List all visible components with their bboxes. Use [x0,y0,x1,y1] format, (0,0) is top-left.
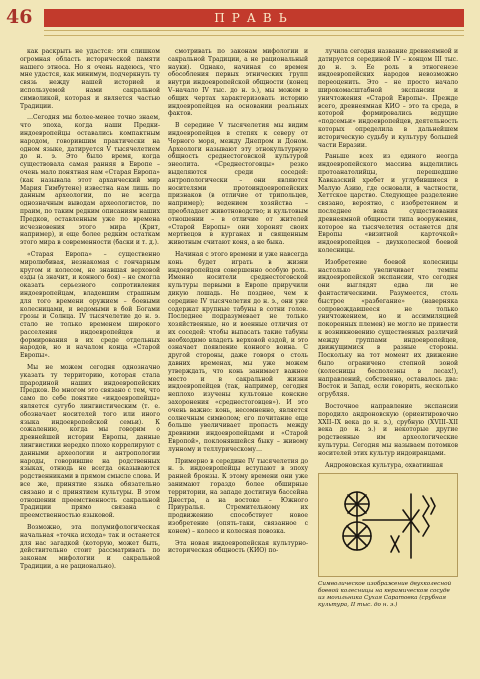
paragraph: Примерно в середине IV тысячелетия до н. э. индоевропейцы вступают в эпоху ранней бронзы. К этому времени они уже занимают гораздо более обширные территории, на западе достигнув бассейна Днестра, а на востоке – Южного Приуралья. Стремительному их продвижению способствует новое изобретение (опять-таки, связанное с конем) – колесо и колесная повозка. [168,457,308,535]
paragraph: Начиная с этого времени и уже навсегда конь будет играть в жизни индоевропейцев совершенно особую роль. Именно носители среднестоговской культуры первыми в Европе приручили дикую лошадь. Не позднее, чем к середине IV тысячелетия до н. э., они уже содержат крупные табуны в сотни голов. Последнее подразумевает не только хозяйственные, но и военные отличия от их соседей: чтобы выпасать такие табуны необходимо владеть верховой ездой, и это означает появление конного воина. С другой стороны, даже говоря о столь давних временах, мы уже можем утверждать, что конь занимает важное место и в сакральной жизни индоевропейцев (так, например, сегодня неплохо изучены культовые конские захоронения «среднестоговцев»). И это очень важно: конь, несомненно, является солнечным символом; его почитание еще больше увеличивает пропасть между древними индоевропейцами и «Старой Европой», поклонявшейся быку – живому лунному и теллурическому… [168,250,308,453]
paragraph: Андроновская культура, охватившая [325,461,444,469]
paragraph: лучила сегодня название древнеямной и датируется серединой IV – концом III тыс. до н. э. Ее роль в этногенезе индоевропейских народов невозможно переоценить. Это – не просто начало широкомасштабной экспансии и уничтожения «Старой Европы». Прежде всего, древнеямная КИО – это та среда, в которой формировались ведущие «подсемьи» индоевропейцев, деятельность которых определила в дальнейшем историческую судьбу и культуру большей части Евразии. [318,48,458,149]
paragraph: Восточное направление экспансии породило андроновскую (ориентировочно XXII–IX века до н. э.), срубную (XVIII–XII века до н. э.) и некоторые другие родственные им археологические культуры. Сегодня мы называем потомков носителей этих культур индоиранцами. [318,403,458,457]
figure-caption: Символическое изображение двухколесной боевой колесницы на керамическом сосуде из могильника Сухая Саратовка (срубная культура, II тыс. до н. э.) [318,581,452,609]
header-ornament [44,30,464,36]
paragraph: Эта новая индоевропейская культурно-историческая общность (КИО) по- [168,539,308,555]
paragraph: Раньше всех из единого неогда индоевропейского массива выделились протоанатолийцы, перешедшие Кавказский хребет и углубившиеся в Малую Азию, где основали, в частности, Хеттское царство. Следующее разделение связано, вероятно, с изобретением и последнее века существования древнеямной общности типа вооружения, которое на тысячелетия останется для Европы «визитной карточкой» индоевропейцев – двухколесной боевой колесницы. [318,153,458,254]
text-column-3 [318,48,458,668]
chariot-drawing-icon [319,474,457,576]
paragraph: В середине V тысячелетия мы видим индоевропейцев в степях к северу от Черного моря, между Днепром и Доном. Археологи называют эту этнокультурную общность среднестоговской культурой энеолита. «Среднестоговцы» резко выделяются среди соседей: антропологически – они являются носителями протоиндоевропейских признаков (в отличие от трипольцев, например); ведением хозяйства – преобладает животноводство; и культовым отношении – в отличие от жителей «Старой Европы» они хоронят своих мертвецов в курганах и священным животным считают коня, а не быка. [168,122,308,247]
paragraph: смотривать по законам мифологии и сакральной Традиции, а не рациональный науки). Однако, начиная со времен обособления первых этнических групп внутри индоевропейской общности (конец V–начало IV тыс. до н. э.), мы можем в общих чертах характеризовать историю индоевропейцев на основании реальных фактов. [168,48,308,118]
page-number: 46 [6,6,33,28]
page-header [0,0,480,38]
paragraph: Возможно, эта полумифологическая начальная «точка исхода» так и останется для нас загадкой (которую, может быть, действительно стоит рассматривать по законам мифологии и сакральной Традиции, а не рационально). [20,524,160,570]
text-column-2 [168,48,308,668]
section-title-bar [44,9,464,27]
paragraph: как раскрыть не удастся: эти слишком огромная область исторической памяти нашего этноса. Но я очень надеюсь, что мне удастся, как минимум, подчеркнуть ту связь нежду нашей историей и используемой нами сакральной символикой, которая и является частью Традиции. [20,48,160,110]
chariot-figure [318,473,458,577]
text-column-1 [20,48,160,668]
paragraph: …Сегодня мы более-менее точно знаем, что эпоха, когда наши Предки-индоевропейцы оставались компактным народом, говорившим практически на одном языке, датируется V тысячелетием до н. э. Это было время, когда существовала самая ранняя в Европе – очень мало понятная нам «Старая Европа» (как называла этот архаический мир Мария Гимбутене) известна нам лишь по данным археологии, по не всегда однозначным выводам археологистов, по праим, по таким редким описаниям наших Предков, оставленным уже по времена исчезновения этого мира (Крит, например), и еще более редким остаткам этого мира в современности (баски и т. д.). [20,114,160,247]
section-title: ПРАВЬ [214,11,294,25]
paragraph: «Старая Европа» – существенно миролюбивая, незнакомая с гончарным кругом и колесом, не знавшая верховой езды (а значит, и конного боя) – не смогла оказать серьезного сопротивления индоевропейцам, владевшим страшным для того времени оружием – боевыми колесницами, и ведомыми в бой Богами грозы и Солнца. IV тысячелетие до н. э. стало не только временем широкого расселения индоевропейцев и формирования в их среде отдельных народов, но и началом конца «Старой Европы». [20,250,160,360]
paragraph: Мы не можем сегодня однозначно указать ту территорию, которая стала прародиной наших индоевропейских Предков. Во многом это связано с тем, что само по себе понятие «индоевропейцы» является сугубо лингвистическим (т. е. обозначает носителей того или иного языка индоевропейской семьи). К сожалению, когда мы говорим о древнейшей истории Европы, данные лингвистики нередко плохо коррелируют с данными археологии и антропологии народы, говорившие на родственных языках, отнюдь не всегда оказываются родственниками в прямом смысле слова. И все же, принятие языка обязательно связано и с принятием культуры. В этом отношении преемственность сакральной Традиции прямо связана с преемственностью языковой. [20,364,160,520]
paragraph: Изобретение боевой колесницы настолько увеличивает темпы индоевропейской экспансии, что сегодня они выглядят едва ли не фантастическими. Разумеется, столь быстрое «разбегание» (наверняка сопровождавшееся не только уничтожением, но и ассимиляцией покоренных племен) не могло не привести к возникновению существенных различий между группами индоевропейцев, движущимися в разные стороны. Поскольку на тот момент их движение было ограничено степной зоной (колесницы бесполезны в лесах!), направлений, собственно, оставалось два: Восток и Запад, если говорить, несколько огрубляя. [318,258,458,399]
